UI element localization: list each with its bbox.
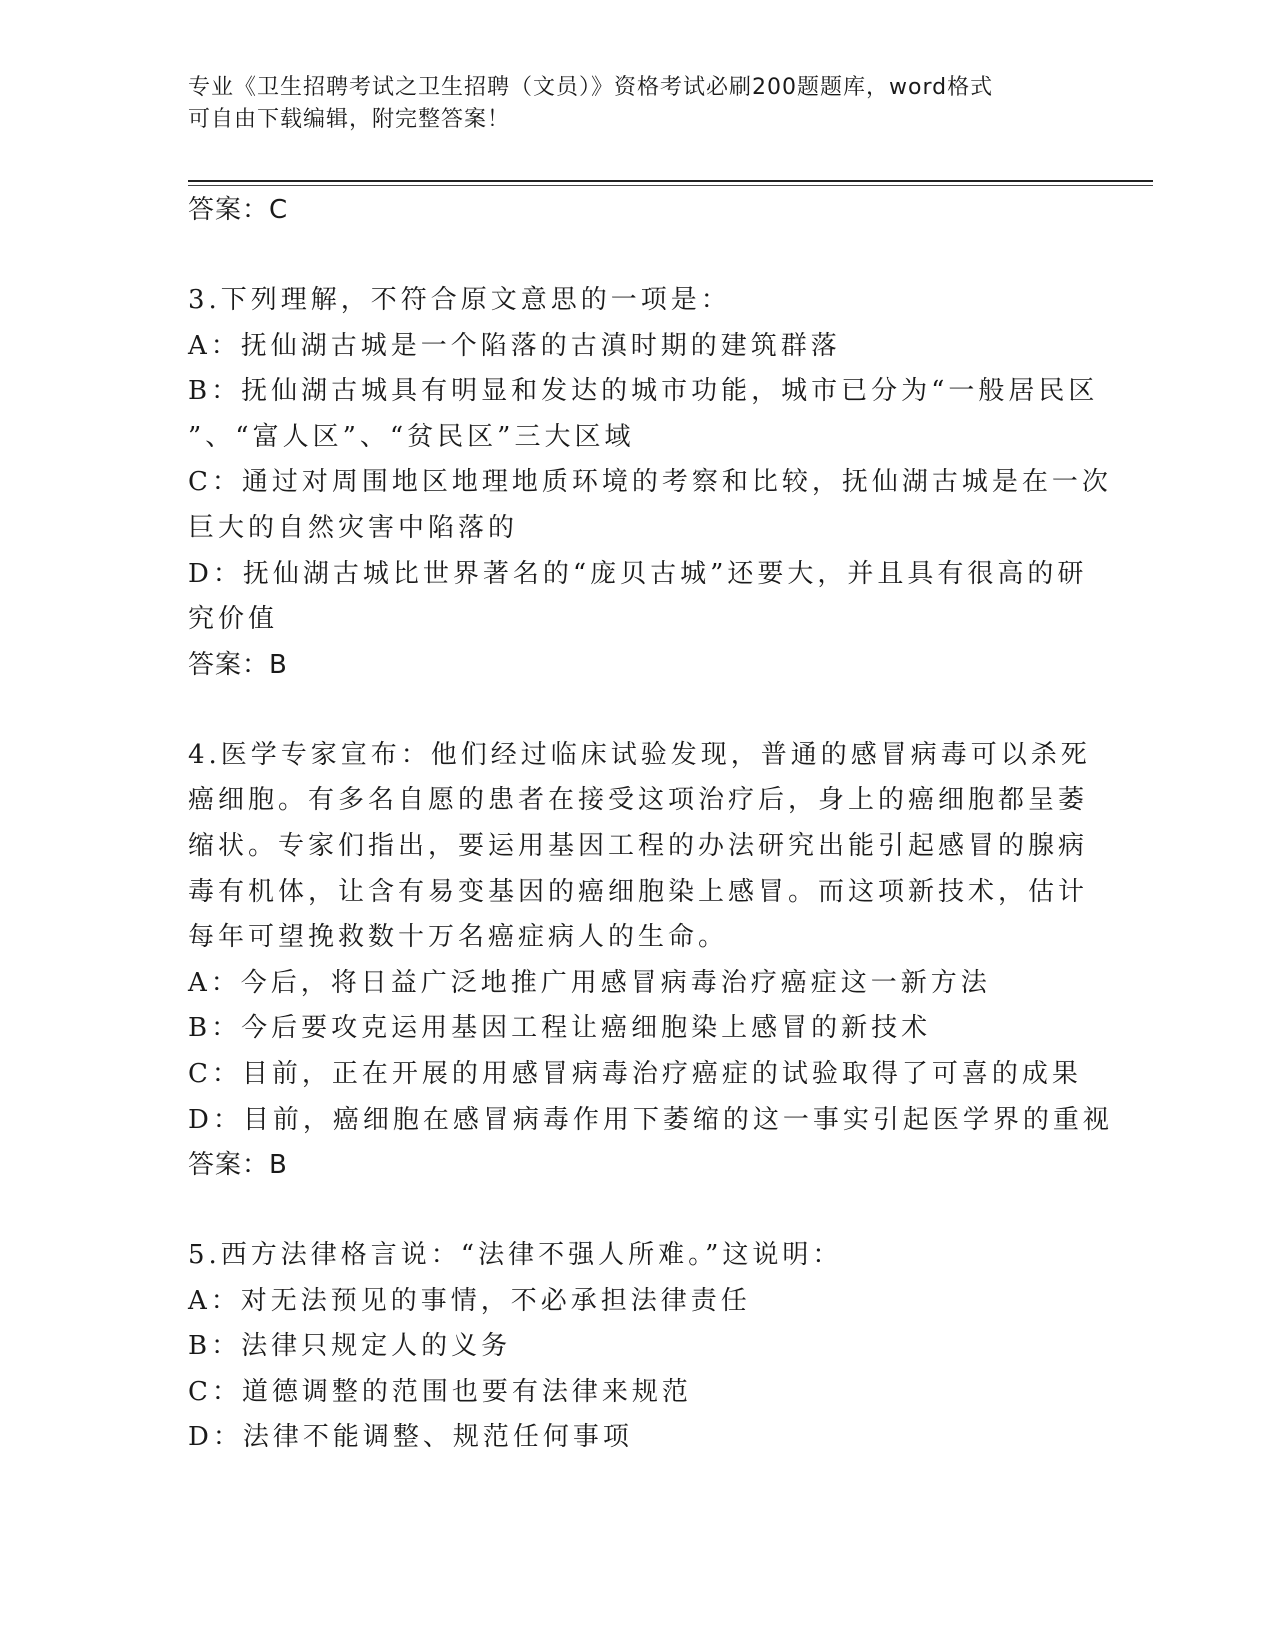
question-3-option-d-cont: 究价值 (188, 604, 279, 635)
document-header (188, 72, 1068, 136)
question-3-option-b-cont: ”、“富人区”、“贫民区”三大区域 (188, 421, 635, 452)
spacer (188, 1188, 1078, 1233)
question-5-option-d: D：法律不能调整、规范任何事项 (188, 1422, 633, 1453)
answer-q4: 答案：B (188, 1150, 288, 1181)
question-4 (188, 733, 1113, 1188)
question-4-stem-cont: 每年可望挽救数十万名癌症病人的生命。 (188, 922, 729, 953)
question-5-option-a: A：对无法预见的事情，不必承担法律责任 (188, 1285, 751, 1316)
question-4-stem-cont: 毒有机体，让含有易变基因的癌细胞染上感冒。而这项新技术，估计 (188, 876, 1089, 907)
question-3 (188, 278, 1112, 688)
question-5-stem: 5.西方法律格言说：“法律不强人所难。”这说明： (188, 1240, 843, 1271)
question-5-option-b: B：法律只规定人的义务 (188, 1331, 512, 1362)
question-content (188, 188, 1113, 1461)
question-4-option-a: A：今后，将日益广泛地推广用感冒病毒治疗癌症这一新方法 (188, 967, 991, 998)
question-5-option-c: C：道德调整的范围也要有法律来规范 (188, 1376, 692, 1407)
question-4-option-c: C：目前，正在开展的用感冒病毒治疗癌症的试验取得了可喜的成果 (188, 1058, 1082, 1089)
question-5 (188, 1233, 1078, 1461)
header-divider-thin (188, 185, 1153, 186)
spacer (188, 233, 1078, 278)
question-3-option-d: D：抚仙湖古城比世界著名的“庞贝古城”还要大，并且具有很高的研 (188, 558, 1088, 589)
answer-q3: 答案：B (188, 649, 288, 680)
question-4-option-b: B：今后要攻克运用基因工程让癌细胞染上感冒的新技术 (188, 1013, 932, 1044)
question-3-option-b: B：抚仙湖古城具有明显和发达的城市功能，城市已分为“一般居民区 (188, 376, 1099, 407)
question-3-stem: 3.下列理解，不符合原文意思的一项是： (188, 285, 731, 315)
question-3-option-c: C：通过对周围地区地理地质环境的考察和比较，抚仙湖古城是在一次 (188, 467, 1112, 498)
header-line-1: 专业《卫生招聘考试之卫生招聘（文员）》资格考试必刷200题题库，word格式 (188, 75, 994, 100)
question-4-stem-cont: 缩状。专家们指出，要运用基因工程的办法研究出能引起感冒的腺病 (188, 830, 1089, 861)
answer-q2: 答案：C (188, 195, 289, 225)
question-3-option-c-cont: 巨大的自然灾害中陷落的 (188, 512, 519, 543)
header-line-2: 可自由下载编辑，附完整答案！ (188, 107, 511, 132)
question-4-stem-cont: 癌细胞。有多名自愿的患者在接受这项治疗后，身上的癌细胞都呈萎 (188, 785, 1089, 816)
spacer (188, 688, 1078, 733)
question-4-stem: 4.医学专家宣布：他们经过临床试验发现，普通的感冒病毒可以杀死 (188, 739, 1091, 770)
header-divider-thick (188, 180, 1153, 182)
question-4-option-d: D：目前，癌细胞在感冒病毒作用下萎缩的这一事实引起医学界的重视 (188, 1104, 1113, 1135)
question-3-option-a: A：抚仙湖古城是一个陷落的古滇时期的建筑群落 (188, 330, 841, 361)
